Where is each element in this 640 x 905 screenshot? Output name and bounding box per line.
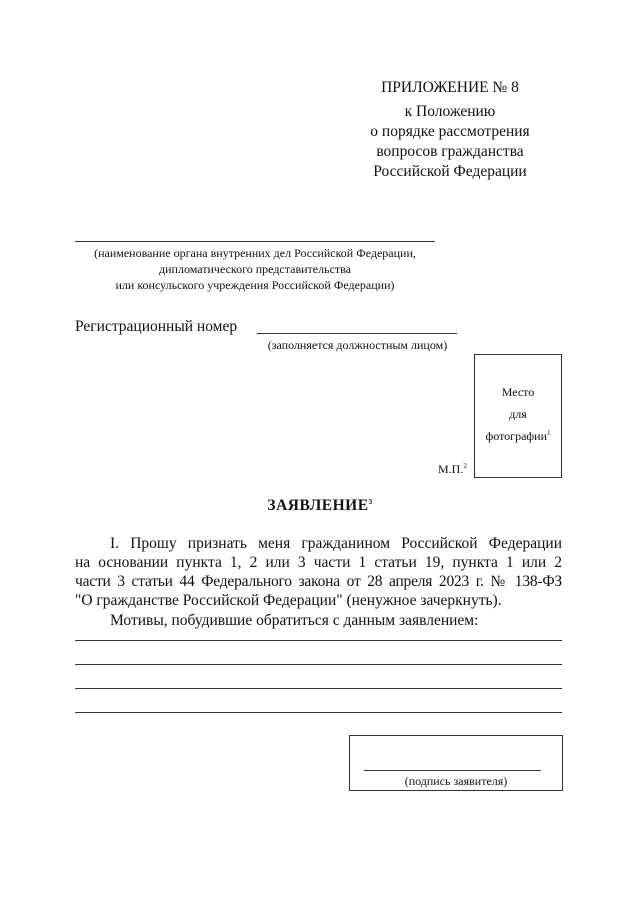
appendix-line-4: Российской Федерации [373, 163, 527, 180]
photo-footnote: 1 [547, 429, 551, 437]
authority-caption-1: (наименование органа внутренних дел Российской Федерации, [94, 246, 416, 260]
photo-label-3: фотографии [485, 429, 548, 443]
authority-caption-3: или консульского учреждения Российской Федерации) [115, 278, 395, 292]
signature-caption: (подпись заявителя) [404, 774, 508, 788]
paragraph-line-3: части 3 статьи 44 Федерального закона от 28 апреля 2023 г. № 138-ФЗ [75, 573, 562, 590]
appendix-line-3: вопросов гражданства [376, 143, 524, 160]
signature-box [349, 735, 563, 791]
registration-caption: (заполняется должностным лицом) [267, 338, 448, 352]
appendix-line-1: к Положению [404, 103, 496, 120]
motives-line-4[interactable] [75, 712, 562, 713]
motives-line-1[interactable] [75, 640, 562, 641]
motives-line-2[interactable] [75, 664, 562, 665]
registration-field-line[interactable] [257, 333, 457, 334]
authority-field-line[interactable] [75, 241, 435, 242]
paragraph-line-4: "О гражданстве Российской Федерации" (ненужное зачеркнуть). [75, 592, 502, 609]
stamp-label: М.П. [438, 462, 464, 476]
photo-label-1: Место [501, 385, 535, 399]
photo-box [474, 354, 562, 478]
authority-caption-2: дипломатического представительства [159, 262, 351, 276]
paragraph-line-1: I. Прошу признать меня гражданином Российской Федерации [110, 535, 562, 552]
motives-line-3[interactable] [75, 688, 562, 689]
motives-label: Мотивы, побудившие обратиться с данным заявлением: [110, 612, 479, 629]
paragraph-line-2: на основании пункта 1, 2 или 3 части 1 статьи 19, пункта 1 или 2 [75, 554, 562, 571]
signature-line[interactable] [364, 770, 541, 771]
registration-label: Регистрационный номер [75, 318, 238, 335]
stamp-footnote: 2 [463, 462, 467, 470]
appendix-line-2: о порядке рассмотрения [370, 123, 530, 140]
photo-label-2: для [509, 407, 527, 421]
appendix-title: ПРИЛОЖЕНИЕ № 8 [381, 79, 519, 96]
statement-title-footnote: 3 [368, 497, 373, 506]
statement-title: ЗАЯВЛЕНИЕ [267, 497, 369, 514]
